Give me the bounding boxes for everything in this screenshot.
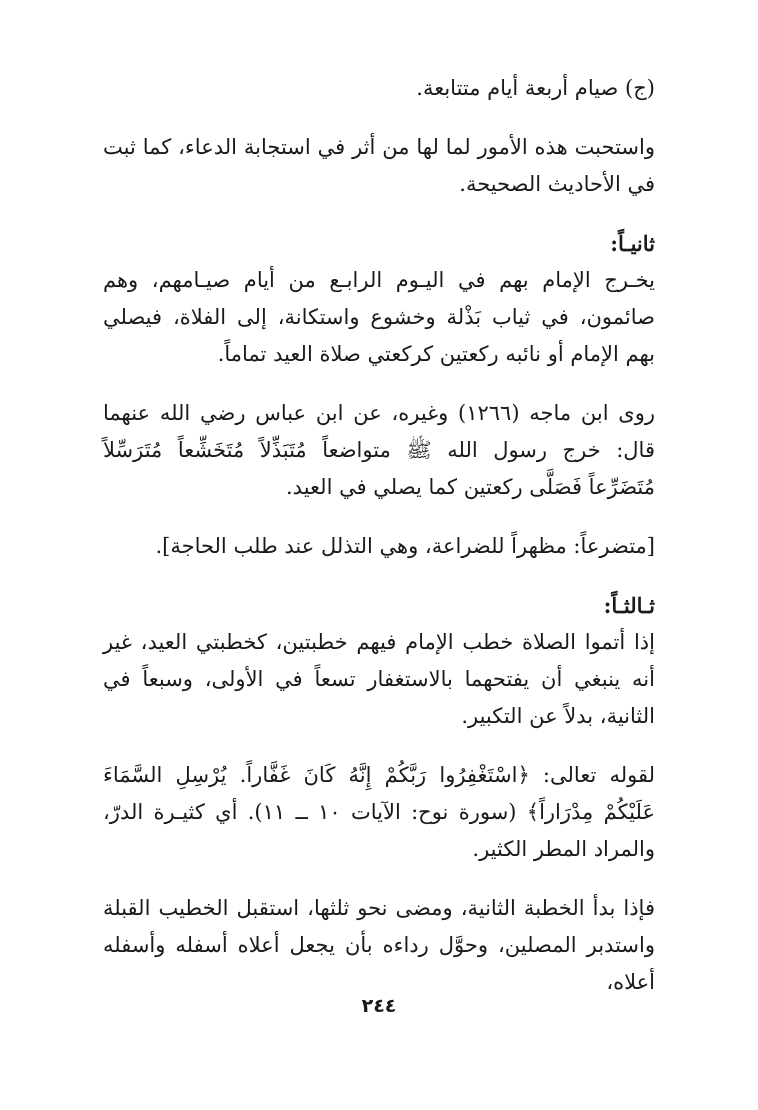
last-paragraph: فإذا بدأ الخطبة الثانية، ومضى نحو ثلثها، استقبل الخطيب القبلة واستدبر المصلين، وحوَّل رداءه بأن يجعل أعلاه أسفله وأسفله أعلاه،	[103, 896, 655, 994]
page-number: ٢٤٤	[361, 995, 397, 1017]
quran-paragraph: لقوله تعالى: ﴿اسْتَغْفِرُوا رَبَّكُمْ إِنَّهُ كَانَ غَفَّاراً. يُرْسِلِ السَّمَاءَ عَلَيْكُمْ مِدْرَاراً﴾ (سورة نوح: الآيات ١٠ ــ ١١). أي كثيـرة الدرّ، والمراد المطر الكثير.	[103, 763, 655, 861]
intro-paragraph: واستحبت هذه الأمور لما لها من أثر في استجابة الدعاء، كما ثبت في الأحاديث الصحيحة.	[103, 135, 655, 196]
heading-third: ثـالثـاً:	[603, 593, 655, 618]
page-body	[103, 70, 655, 1001]
third-paragraph: إذا أتموا الصلاة خطب الإمام فيهم خطبتين، كخطبتي العيد، غير أنه ينبغي أن يفتحهما بالاستغفار تسعاً في الأولى، وسبعاً في الثانية، بدلاً عن التكبير.	[103, 630, 655, 728]
item-c-line: (ج) صيام أربعة أيام متتابعة.	[416, 76, 655, 100]
heading-second: ثانيـاً:	[610, 231, 655, 256]
second-paragraph: يخـرج الإمام بهم في اليـوم الرابـع من أيام صيـامهم، وهم صائمون، في ثياب بَذْلة وخشوع واستكانة، إلى الفلاة، فيصلي بهم الإمام أو نائبه ركعتين كركعتي صلاة العيد تماماً.	[103, 268, 655, 366]
hadith-paragraph: روى ابن ماجه (١٢٦٦) وغيره، عن ابن عباس رضي الله عنهما قال: خرج رسول الله ﷺ متواضعاً مُتَبَذِّلاً مُتَخَشِّعاً مُتَرَسِّلاً مُتَضَرِّعاً فَصَلَّى ركعتين كما يصلي في العيد.	[103, 401, 655, 499]
note-paragraph: [متضرعاً: مظهراً للضراعة، وهي التذلل عند طلب الحاجة].	[155, 534, 655, 558]
